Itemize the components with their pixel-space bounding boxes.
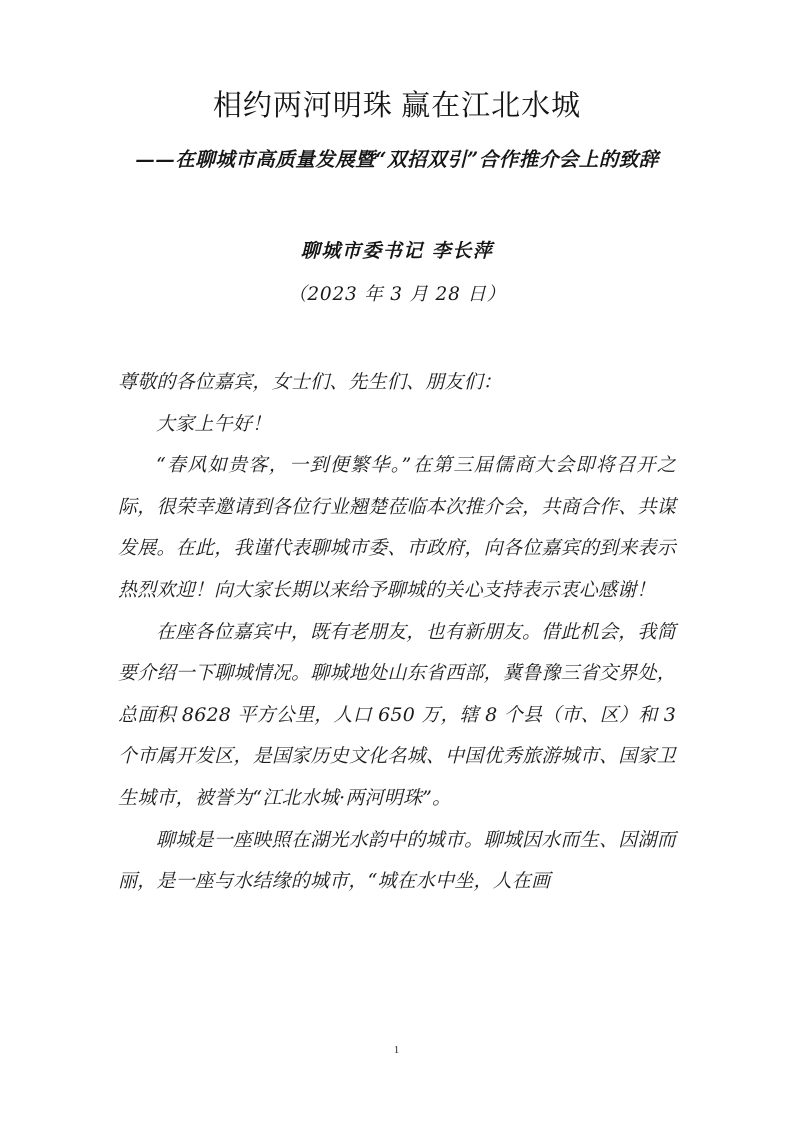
paragraph-salutation: 尊敬的各位嘉宾，女士们、先生们、朋友们：	[118, 371, 503, 393]
paragraph-city-overview: 在座各位嘉宾中，既有老朋友，也有新朋友。借此机会，我简要介绍一下聊城情况。聊城地处山东省西部，冀鲁豫三省交界处，总面积 8628 平方公里，人口 650 万，辖 8 个县（市、区）和 3 个市属开发区，是国家历史文化名城、中国优秀旅游城市、国家卫生城市，被誉为“江北水城·两河明珠”。	[118, 620, 676, 809]
paragraph-water-city: 聊城是一座映照在湖光水韵中的城市。聊城因水而生、因湖而丽，是一座与水结缘的城市，“城在水中坐，人在画	[118, 828, 676, 893]
document-dateline: （2023 年 3 月 28 日）	[288, 284, 506, 305]
document-content-column	[118, 0, 676, 903]
paragraph-greeting: 大家上午好！	[156, 412, 272, 435]
document-byline: 聊城市委书记 李长萍	[300, 240, 494, 262]
document-body	[118, 310, 676, 903]
document-subtitle: ——在聊城市高质量发展暨“双招双引”合作推介会上的致辞	[135, 148, 659, 171]
paragraph-welcome: “春风如贵客，一到便繁华。”在第三届儒商大会即将召开之际，很荣幸邀请到各位行业翘楚莅临本次推介会，共商合作、共谋发展。在此，我谨代表聊城市委、市政府，向各位嘉宾的到来表示热烈欢迎！向大家长期以来给予聊城的关心支持表示衷心感谢！	[118, 454, 676, 601]
page-title: 相约两河明珠 赢在江北水城	[212, 90, 582, 122]
page-number-footer: 1	[393, 1044, 400, 1056]
